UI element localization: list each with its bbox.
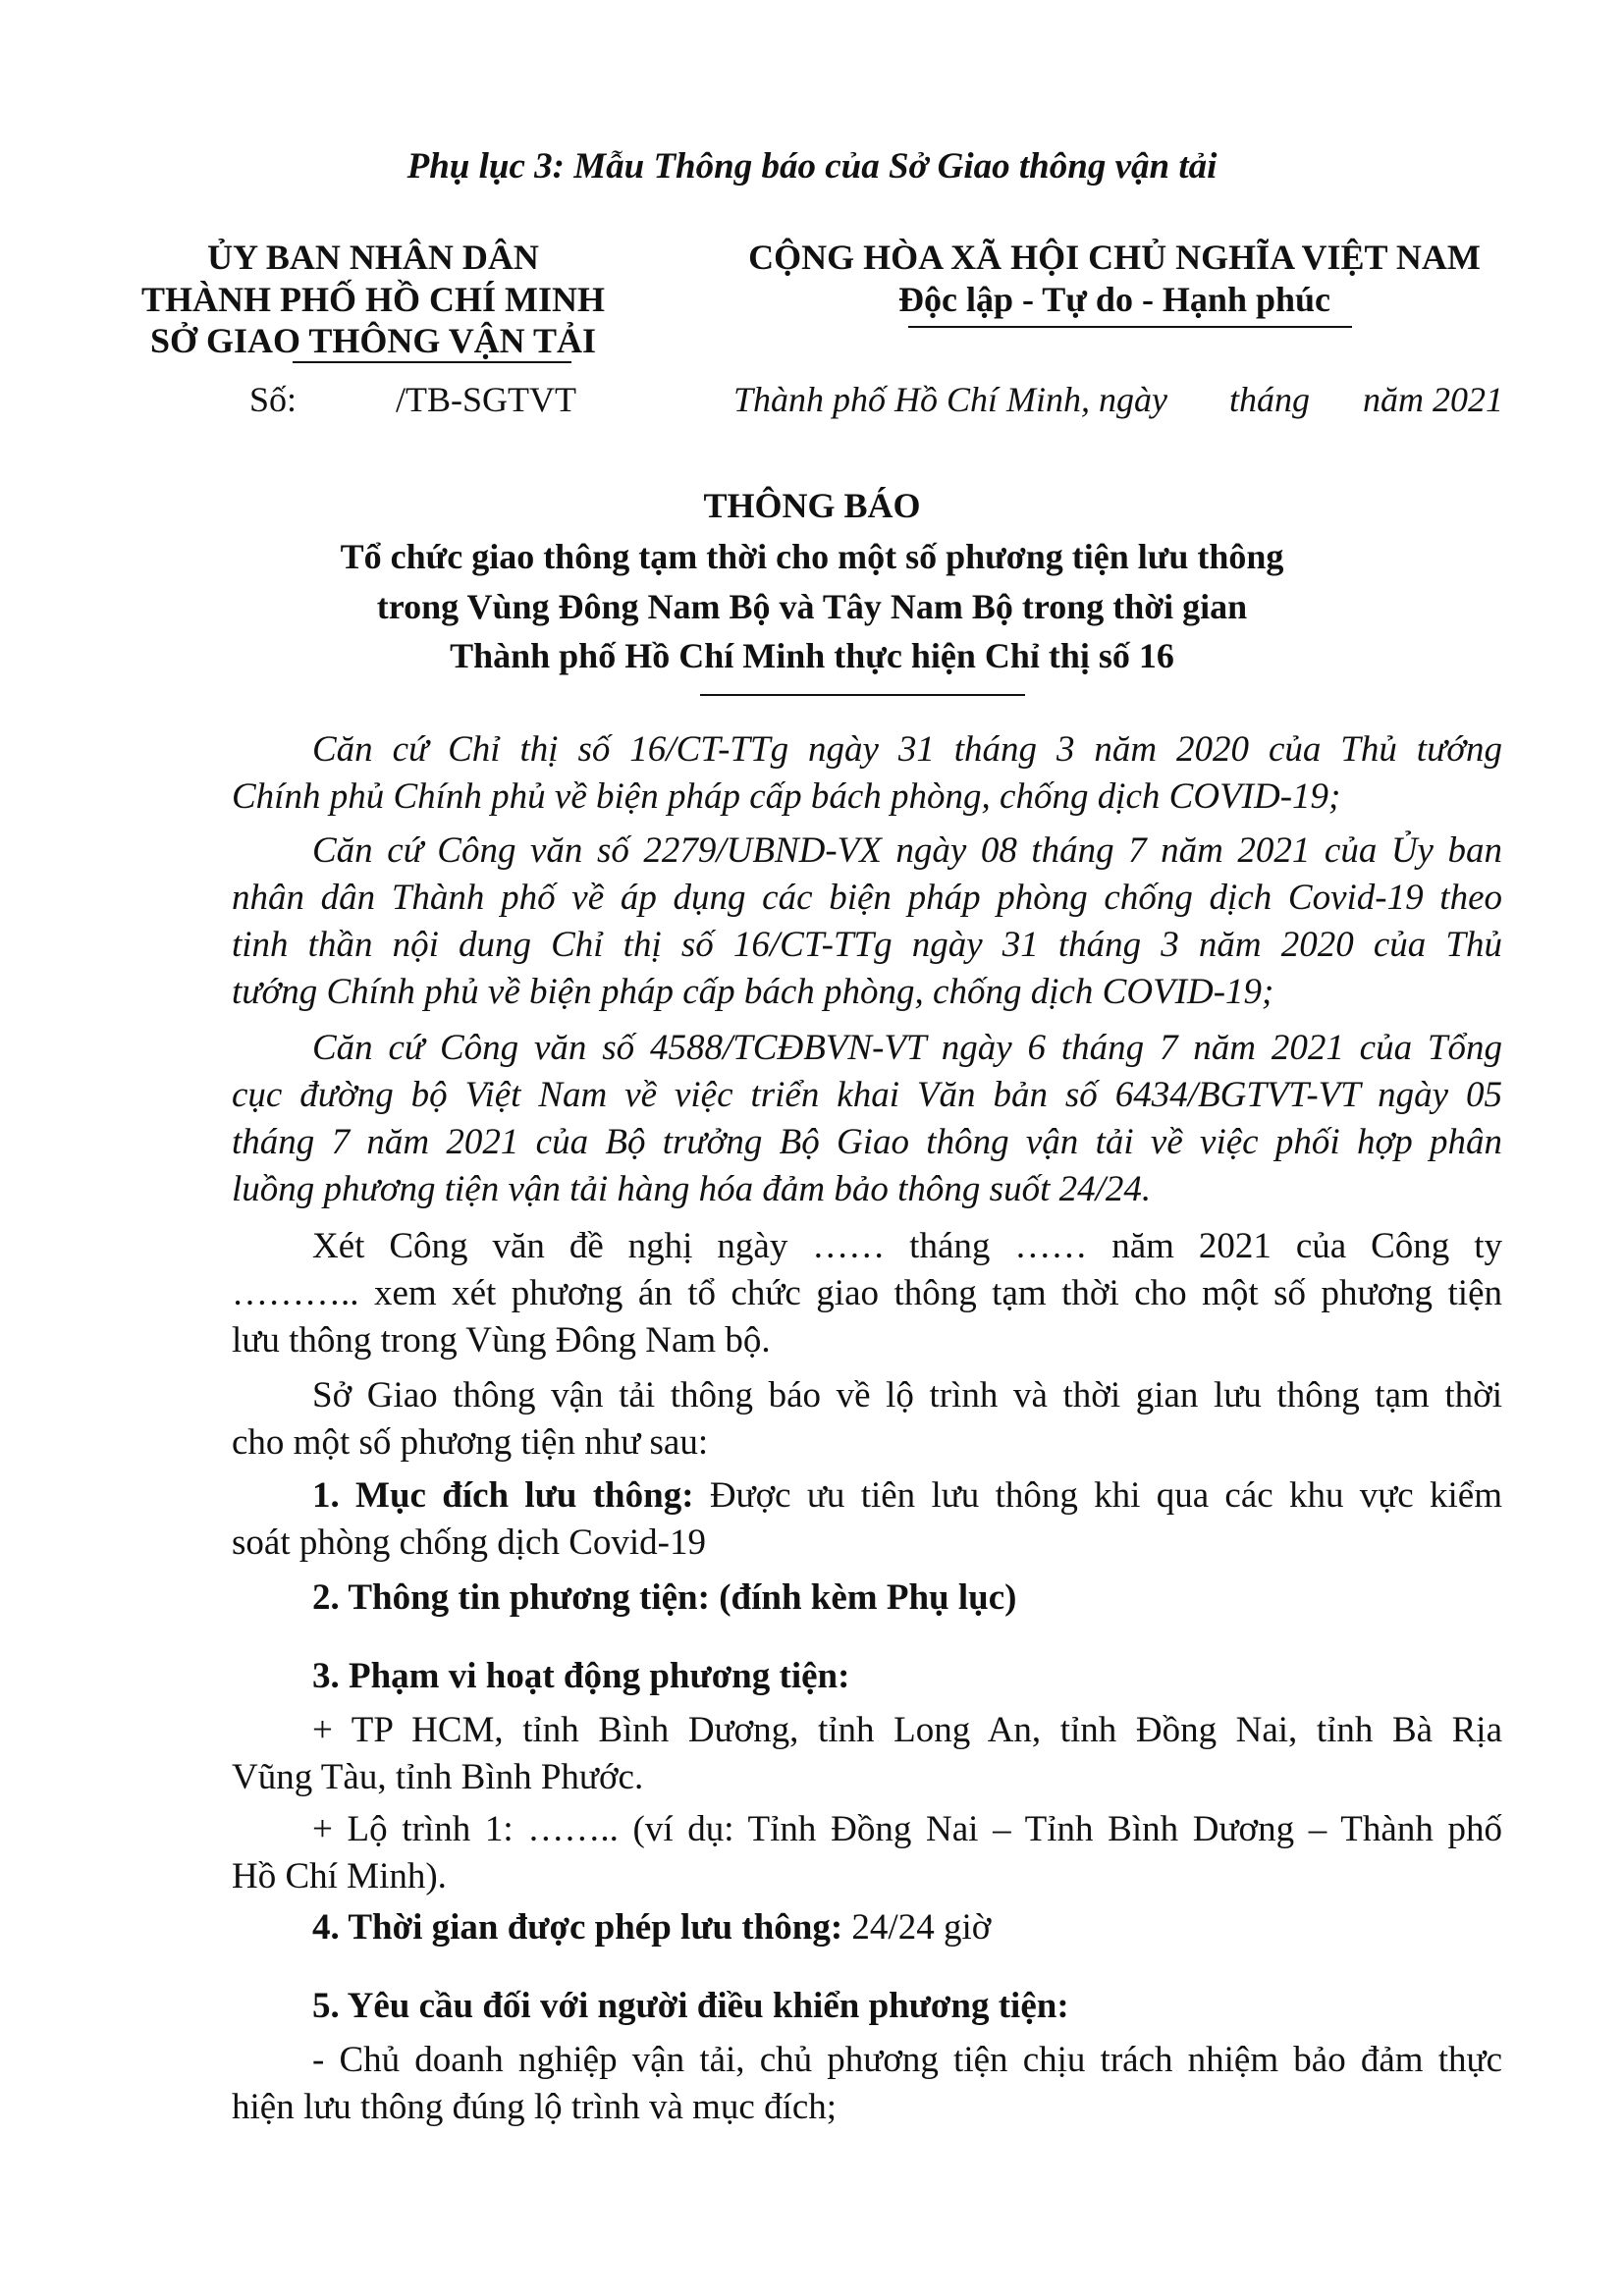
basis-3-line-1: Căn cứ Công văn số 4588/TCĐBVN-VT ngày 6 tháng 7 năm 2021 của Tổng	[312, 1028, 1502, 1068]
item-5-line-1: - Chủ doanh nghiệp vận tải, chủ phương tiện chịu trách nhiệm bảo đảm thực	[312, 2040, 1502, 2080]
announce-line-1: Sở Giao thông vận tải thông báo về lộ trình và thời gian lưu thông tạm thời	[312, 1375, 1502, 1415]
item-2-label: 2. Thông tin phương tiện: (đính kèm Phụ lục)	[312, 1577, 1017, 1618]
basis-1-line-2: Chính phủ Chính phủ về biện pháp cấp bách phòng, chống dịch COVID-19;	[232, 776, 1341, 817]
title-underline	[700, 694, 1025, 696]
title-subject-line-1: Tổ chức giao thông tạm thời cho một số phương tiện lưu thông	[340, 537, 1284, 576]
doc-number-label: Số:	[249, 380, 298, 419]
item-1-line-1	[232, 1472, 1502, 1520]
basis-2-line-4: tướng Chính phủ về biện pháp cấp bách phòng, chống dịch COVID-19;	[232, 972, 1274, 1012]
issuer-line-2: THÀNH PHỐ HỒ CHÍ MINH	[140, 280, 605, 319]
place-date: Thành phố Hồ Chí Minh, ngày tháng năm 2021	[733, 380, 1504, 419]
motto-underline	[908, 326, 1352, 328]
scope-line-1: + TP HCM, tỉnh Bình Dương, tỉnh Long An, tỉnh Đồng Nai, tỉnh Bà Rịa	[312, 1710, 1502, 1750]
item-1-line-2: soát phòng chống dịch Covid-19	[232, 1522, 707, 1563]
consider-line-1: Xét Công văn đề nghị ngày …… tháng …… năm 2021 của Công ty	[312, 1226, 1502, 1266]
national-motto: Độc lập - Tự do - Hạnh phúc	[897, 280, 1331, 319]
title-subject-line-2: trong Vùng Đông Nam Bộ và Tây Nam Bộ trong thời gian	[376, 587, 1248, 626]
item-5-line-2: hiện lưu thông đúng lộ trình và mục đích;	[232, 2087, 838, 2127]
item-1-text: Được ưu tiên lưu thông khi qua các khu vực kiểm	[693, 1475, 1502, 1516]
appendix-title: Phụ lục 3: Mẫu Thông báo của Sở Giao thông vận tải	[406, 146, 1218, 187]
consider-paragraph	[232, 1223, 1502, 1364]
consider-line-3: lưu thông trong Vùng Đông Nam bộ.	[232, 1320, 771, 1361]
announce-paragraph	[232, 1372, 1502, 1467]
basis-2-line-2: nhân dân Thành phố về áp dụng các biện pháp phòng chống dịch Covid-19 theo	[232, 878, 1502, 918]
route-line-2: Hồ Chí Minh).	[232, 1856, 447, 1896]
basis-3-line-4: luồng phương tiện vận tải hàng hóa đảm bảo thông suốt 24/24.	[232, 1169, 1152, 1209]
basis-2-line-3: tinh thần nội dung Chỉ thị số 16/CT-TTg ngày 31 tháng 3 năm 2020 của Thủ	[232, 925, 1502, 965]
item-3-label: 3. Phạm vi hoạt động phương tiện:	[312, 1656, 850, 1696]
item-3-scope	[232, 1707, 1502, 1801]
item-2	[232, 1575, 1502, 1622]
announce-line-2: cho một số phương tiện như sau:	[232, 1422, 709, 1463]
item-4-text: 24/24 giờ	[842, 1907, 992, 1948]
title-subject-line-3: Thành phố Hồ Chí Minh thực hiện Chỉ thị số 16	[450, 636, 1174, 675]
item-4	[232, 1904, 1502, 1951]
national-name: CỘNG HÒA XÃ HỘI CHỦ NGHĨA VIỆT NAM	[748, 238, 1481, 277]
basis-2-line-1: Căn cứ Công văn số 2279/UBND-VX ngày 08 tháng 7 năm 2021 của Ủy ban	[312, 830, 1502, 871]
item-1	[232, 1472, 1502, 1567]
scope-line-2: Vũng Tàu, tỉnh Bình Phước.	[232, 1757, 644, 1797]
basis-3-line-3: tháng 7 năm 2021 của Bộ trưởng Bộ Giao thông vận tải về việc phối hợp phân	[232, 1122, 1502, 1162]
item-1-label: 1. Mục đích lưu thông:	[312, 1475, 694, 1516]
document-title: THÔNG BÁO	[703, 486, 921, 525]
doc-number-code: /TB-SGTVT	[396, 380, 576, 419]
item-5-label: 5. Yêu cầu đối với người điều khiển phương tiện:	[312, 1986, 1069, 2026]
item-3	[232, 1653, 1502, 1700]
basis-1-line-1: Căn cứ Chỉ thị số 16/CT-TTg ngày 31 tháng 3 năm 2020 của Thủ tướng	[312, 729, 1502, 770]
consider-line-2: ……….. xem xét phương án tổ chức giao thông tạm thời cho một số phương tiện	[232, 1273, 1502, 1313]
basis-paragraph-1	[232, 726, 1502, 821]
issuer-underline	[293, 361, 571, 363]
basis-3-line-2: cục đường bộ Việt Nam về việc triển khai Văn bản số 6434/BGTVT-VT ngày 05	[232, 1075, 1502, 1115]
issuer-line-1: ỦY BAN NHÂN DÂN	[207, 238, 539, 277]
item-5	[232, 1983, 1502, 2030]
basis-paragraph-2	[232, 828, 1502, 1016]
item-5-body	[232, 2037, 1502, 2131]
item-3-route	[232, 1806, 1502, 1900]
issuer-line-3: SỞ GIAO THÔNG VẬN TẢI	[149, 321, 597, 360]
item-4-label: 4. Thời gian được phép lưu thông:	[312, 1907, 843, 1948]
route-line-1: + Lộ trình 1: …….. (ví dụ: Tỉnh Đồng Nai – Tỉnh Bình Dương – Thành phố	[312, 1809, 1502, 1849]
basis-paragraph-3	[232, 1025, 1502, 1213]
